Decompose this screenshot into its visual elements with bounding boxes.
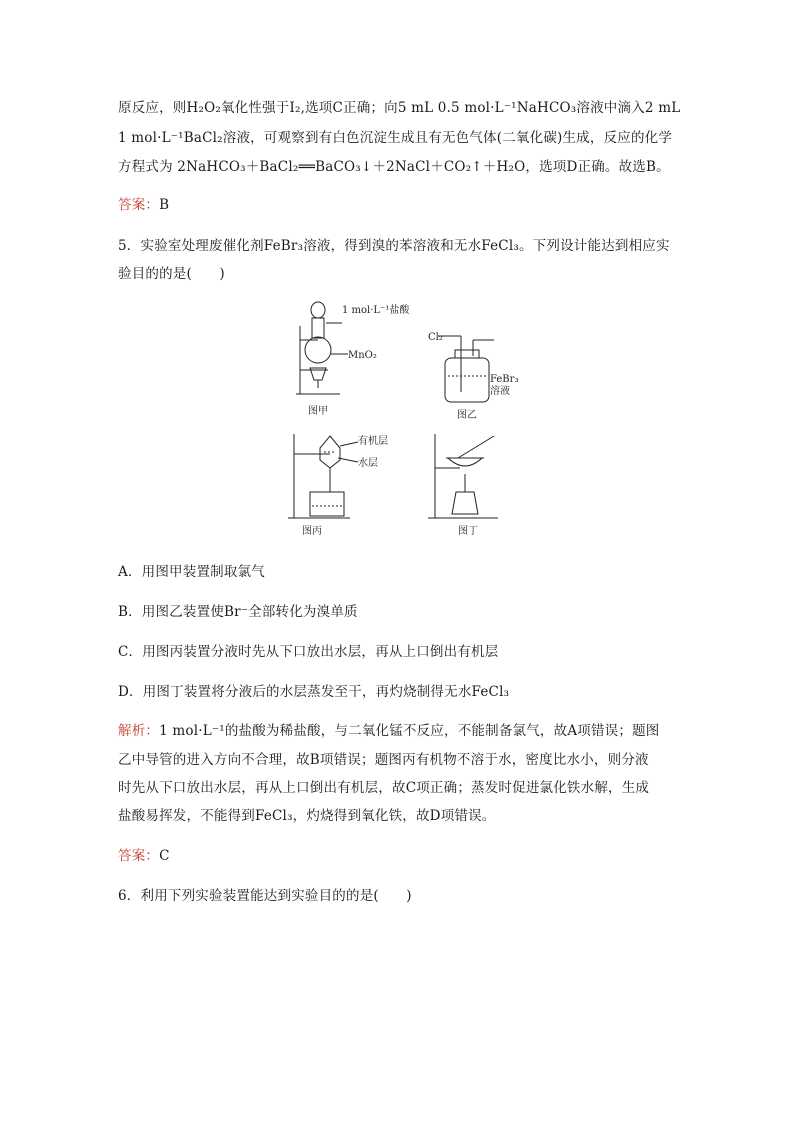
option-b: B．用图乙装置使Br⁻全部转化为溴单质 <box>118 604 358 620</box>
q6-stem: 6．利用下列实验装置能达到实验目的的是( ) <box>118 888 412 904</box>
answer-value: C <box>159 848 170 864</box>
q5-stem-line-2: 验目的的是( ) <box>118 266 225 282</box>
analysis-text-1: 1 mol·L⁻¹的盐酸为稀盐酸，与二氧化锰不反应，不能制备氯气，故A项错误；题图 <box>159 723 660 739</box>
yi-solution-label-1: FeBr₃ <box>490 374 519 385</box>
apparatus-jia <box>296 302 348 394</box>
q5-answer <box>118 844 170 864</box>
ding-caption: 图丁 <box>458 526 478 537</box>
bing-organic-layer-label: 有机层 <box>358 436 388 447</box>
option-c: C．用图丙装置分液时先从下口放出水层，再从上口倒出有机层 <box>118 644 499 660</box>
analysis-line-2: 乙中导管的进入方向不合理，故B项错误；题图丙有机物不溶于水，密度比水小，则分液 <box>118 752 649 768</box>
apparatus-bing <box>288 434 358 518</box>
apparatus-ding <box>428 434 498 518</box>
apparatus-figure <box>280 296 520 540</box>
yi-solution-label-2: 溶液 <box>490 386 510 397</box>
answer-label: 答案： <box>118 197 160 213</box>
prev-analysis-line-3: 方程式为 2NaHCO₃＋BaCl₂══BaCO₃↓＋2NaCl＋CO₂↑＋H₂O，选项D正确。故选B。 <box>118 159 670 175</box>
apparatus-yi <box>438 336 494 402</box>
answer-value: B <box>159 197 170 213</box>
analysis-line-3: 时先从下口放出水层，再从上口倒出有机层，故C项正确；蒸发时促进氯化铁水解，生成 <box>118 780 650 796</box>
option-d: D．用图丁装置将分液后的水层蒸发至干，再灼烧制得无水FeCl₃ <box>118 684 510 700</box>
jia-caption: 图甲 <box>308 406 328 417</box>
analysis-line-4: 盐酸易挥发，不能得到FeCl₃，灼烧得到氧化铁，故D项错误。 <box>118 808 496 824</box>
jia-solid-label: MnO₂ <box>348 350 377 361</box>
yi-caption: 图乙 <box>457 410 477 421</box>
bing-caption: 图丙 <box>302 526 322 537</box>
jia-reagent-label: 1 mol·L⁻¹盐酸 <box>342 305 410 316</box>
answer-label: 答案： <box>118 848 160 864</box>
analysis-line-1 <box>118 719 659 739</box>
prev-analysis-line-2: 1 mol·L⁻¹BaCl₂溶液，可观察到有白色沉淀生成且有无色气体(二氧化碳)生成，反应的化学 <box>118 130 673 146</box>
prev-analysis-line-1: 原反应，则H₂O₂氧化性强于I₂,选项C正确；向5 mL 0.5 mol·L⁻¹NaHCO₃溶液中滴入2 mL <box>118 100 681 116</box>
yi-gas-label: Cl₂ <box>428 332 443 343</box>
apparatus-diagram <box>280 296 520 540</box>
option-a: A．用图甲装置制取氯气 <box>118 564 265 580</box>
q5-stem-line-1: 5．实验室处理废催化剂FeBr₃溶液，得到溴的苯溶液和无水FeCl₃。下列设计能达到相应实 <box>118 238 670 254</box>
prev-answer <box>118 193 169 213</box>
bing-water-layer-label: 水层 <box>358 458 378 469</box>
analysis-label: 解析： <box>118 723 160 739</box>
